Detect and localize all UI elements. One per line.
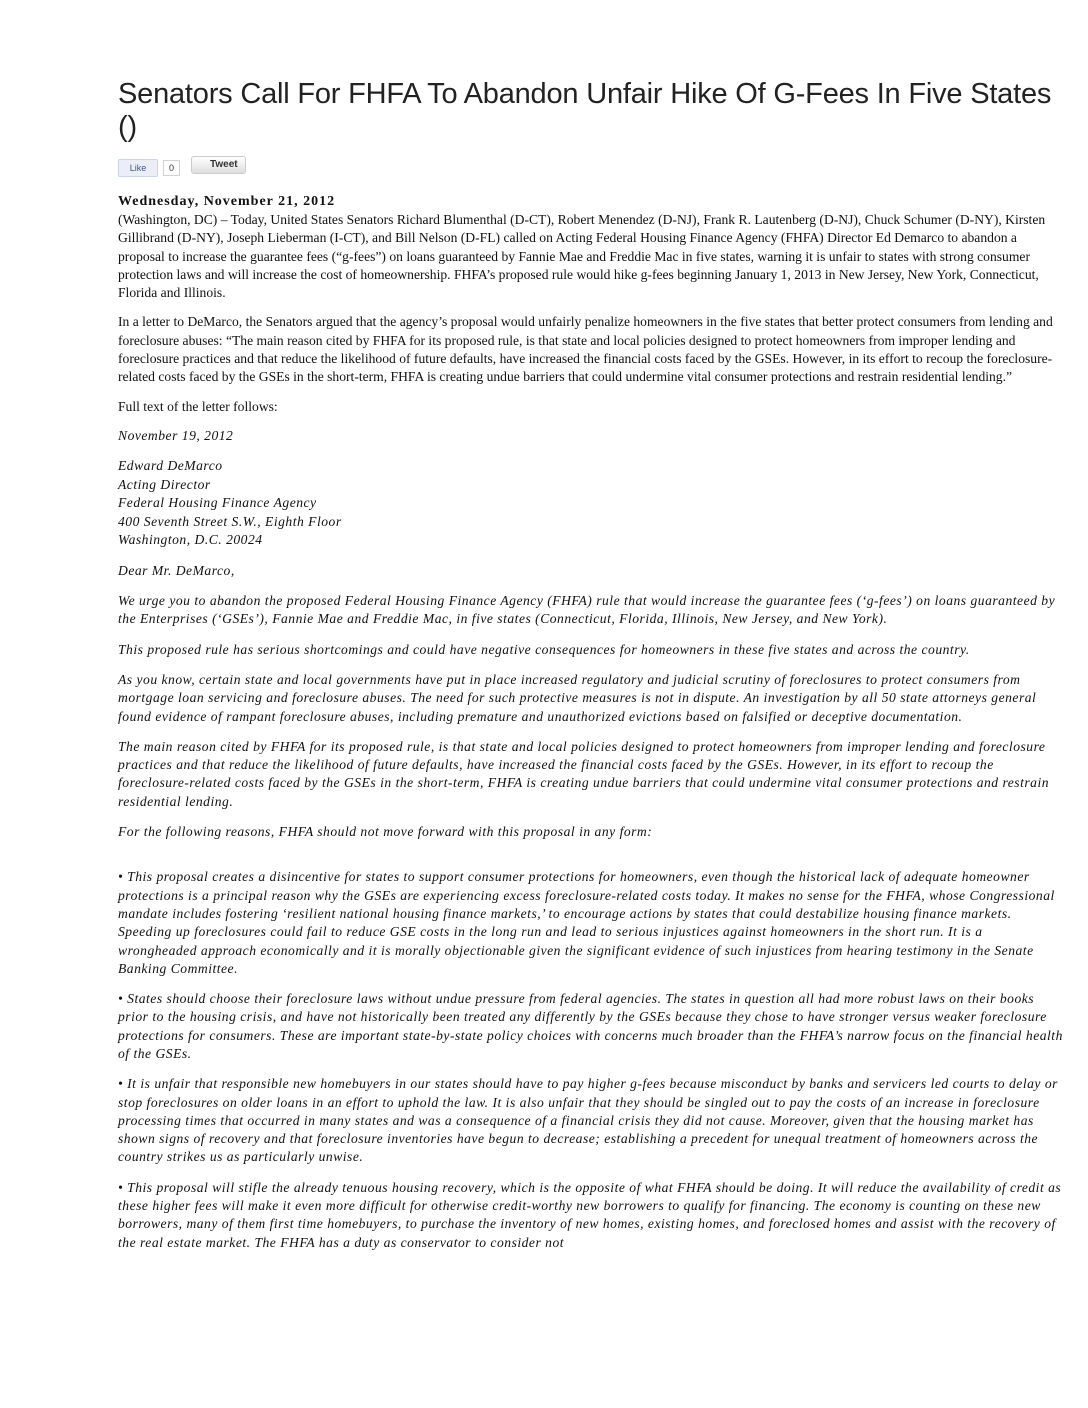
letter-paragraph: The main reason cited by FHFA for its proposed rule, is that state and local policies designed to protect homeowners from improper lending and foreclosure practices and that reduce the likelihood of future defaults, have increased the financial costs faced by the GSEs. However, in its effort to recoup the foreclosure-related costs faced by the GSEs in the short-term, FHFA is creating undue barriers that could undermine vital consumer protections and restrain residential lending. — [118, 738, 1050, 809]
spacer — [118, 853, 1064, 868]
letter-bullet: • This proposal creates a disincentive for states to support consumer protections for homeowners, even though the historical lack of adequate homeowner protections is a principal reason why the GSEs are experiencing excess foreclosure-related costs today. It makes no sense for the FHFA, whose Congressional mandate includes fostering ‘resilient national housing finance markets,’ to encourage actions by states that could destabilize housing finance markets. Speeding up foreclosures could fail to reduce GSE costs in the long run and lead to serious injustices against homeowners in the short run. It is a wrongheaded approach economically and it is morally objectionable given the significant evidence of such injustices from hearing testimony in the Senate Banking Committee. — [118, 869, 1055, 976]
tweet-button[interactable]: Tweet — [191, 156, 246, 174]
article-date: Wednesday, November 21, 2012 — [118, 194, 336, 209]
address-line: Edward DeMarco — [118, 458, 223, 474]
letter-paragraph: For the following reasons, FHFA should not move forward with this proposal in any form: — [118, 824, 653, 840]
letter-paragraph: We urge you to abandon the proposed Federal Housing Finance Agency (FHFA) rule that would increase the guarantee fees (‘g-fees’) on loans guaranteed by the Enterprises (‘GSEs’), Fannie Mae and Freddie Mac, in five states (Connecticut, Florida, Illinois, New Jersey, and New York). — [118, 593, 1056, 627]
letter-bullet: • It is unfair that responsible new homebuyers in our states should have to pay higher g-fees because misconduct by banks and servicers led courts to delay or stop foreclosures on older loans in an effort to uphold the law. It is also unfair that they should be singled out to pay the costs of an increase in foreclosure processing times that occurred in many states and was a consequence of a financial crisis they did not cause. Moreover, given that the housing market has shown signs of recovery and that foreclosure inventories have begun to decrease; establishing a precedent for unequal treatment of homeowners across the country strikes us as particularly unwise. — [118, 1076, 1058, 1165]
letter-bullet: • States should choose their foreclosure laws without undue pressure from federal agencies. The states in question all had more robust laws on their books prior to the housing crisis, and have not historically been treated any differently by the GSEs because they chose to have stronger versus weaker foreclosure protections for consumers. These are important state-by-state policy choices with concerns much broader than the FHFA’s narrow focus on the financial health of the GSEs. — [118, 991, 1063, 1061]
article — [118, 78, 1064, 1264]
letter-date: November 19, 2012 — [118, 427, 234, 443]
letter-address — [118, 457, 1064, 550]
address-line: 400 Seventh Street S.W., Eighth Floor — [118, 513, 342, 529]
page-title: Senators Call For FHFA To Abandon Unfair Hike Of G-Fees In Five States () — [118, 78, 1052, 143]
letter-bullet: • This proposal will stifle the already tenuous housing recovery, which is the opposite of what FHFA should be doing. It will reduce the availability of credit as these higher fees will make it even more difficult for otherwise credit-worthy new borrowers to qualify for financing. The economy is counting on these new borrowers, many of them first time homebuyers, to purchase the inventory of new homes, existing homes, and foreclosed homes and assist with the recovery of the real estate market. The FHFA has a duty as conservator to consider not — [118, 1179, 1062, 1250]
article-paragraph: (Washington, DC) – Today, United States Senators Richard Blumenthal (D-CT), Robert Menendez (D-NJ), Frank R. Lautenberg (D-NJ), Chuck Schumer (D-NY), Kirsten Gillibrand (D-NY), Joseph Lieberman (I-CT), and Bill Nelson (D-FL) called on Acting Federal Housing Finance Agency (FHFA) Director Ed Demarco to abandon a proposal to increase the guarantee fees (“g-fees”) on loans guaranteed by Fannie Mae and Freddie Mac in five states, warning it is unfair to states with strong consumer protection laws and will increase the cost of homeownership. FHFA’s proposed rule would hike g-fees beginning January 1, 2013 in New Jersey, New York, Connecticut, Florida and Illinois. — [118, 212, 1046, 301]
letter-paragraph: As you know, certain state and local governments have put in place increased regulatory and judicial scrutiny of foreclosures to protect consumers from mortgage loan servicing and foreclosure abuses. The need for such protective measures is not in dispute. An investigation by all 50 state attorneys general found evidence of rampant foreclosure abuses, including premature and unauthorized evictions based on falsified or deceptive documentation. — [118, 671, 1037, 724]
social-share-bar — [118, 154, 1064, 176]
address-line: Federal Housing Finance Agency — [118, 495, 317, 511]
article-paragraph: In a letter to DeMarco, the Senators argued that the agency’s proposal would unfairly penalize homeowners in the five states that better protect consumers from lending and foreclosure abuses: “The main reason cited by FHFA for its proposed rule, is that state and local policies designed to protect homeowners from improper lending and foreclosure practices and that reduce the likelihood of future defaults, have increased the financial costs faced by the GSEs. However, in its effort to recoup the foreclosure-related costs faced by the GSEs in the short-term, FHFA is creating undue barriers that could undermine vital consumer protections and restrain residential lending.” — [118, 314, 1053, 385]
address-line: Acting Director — [118, 476, 211, 492]
letter — [118, 427, 1064, 1252]
letter-salutation: Dear Mr. DeMarco, — [118, 562, 235, 578]
address-line: Washington, D.C. 20024 — [118, 532, 263, 548]
like-count: 0 — [163, 160, 180, 176]
facebook-like-button[interactable]: Like — [118, 159, 158, 177]
letter-paragraph: This proposed rule has serious shortcomings and could have negative consequences for homeowners in these five states and across the country. — [118, 641, 970, 657]
article-paragraph: Full text of the letter follows: — [118, 398, 278, 414]
article-body — [118, 211, 1064, 1252]
